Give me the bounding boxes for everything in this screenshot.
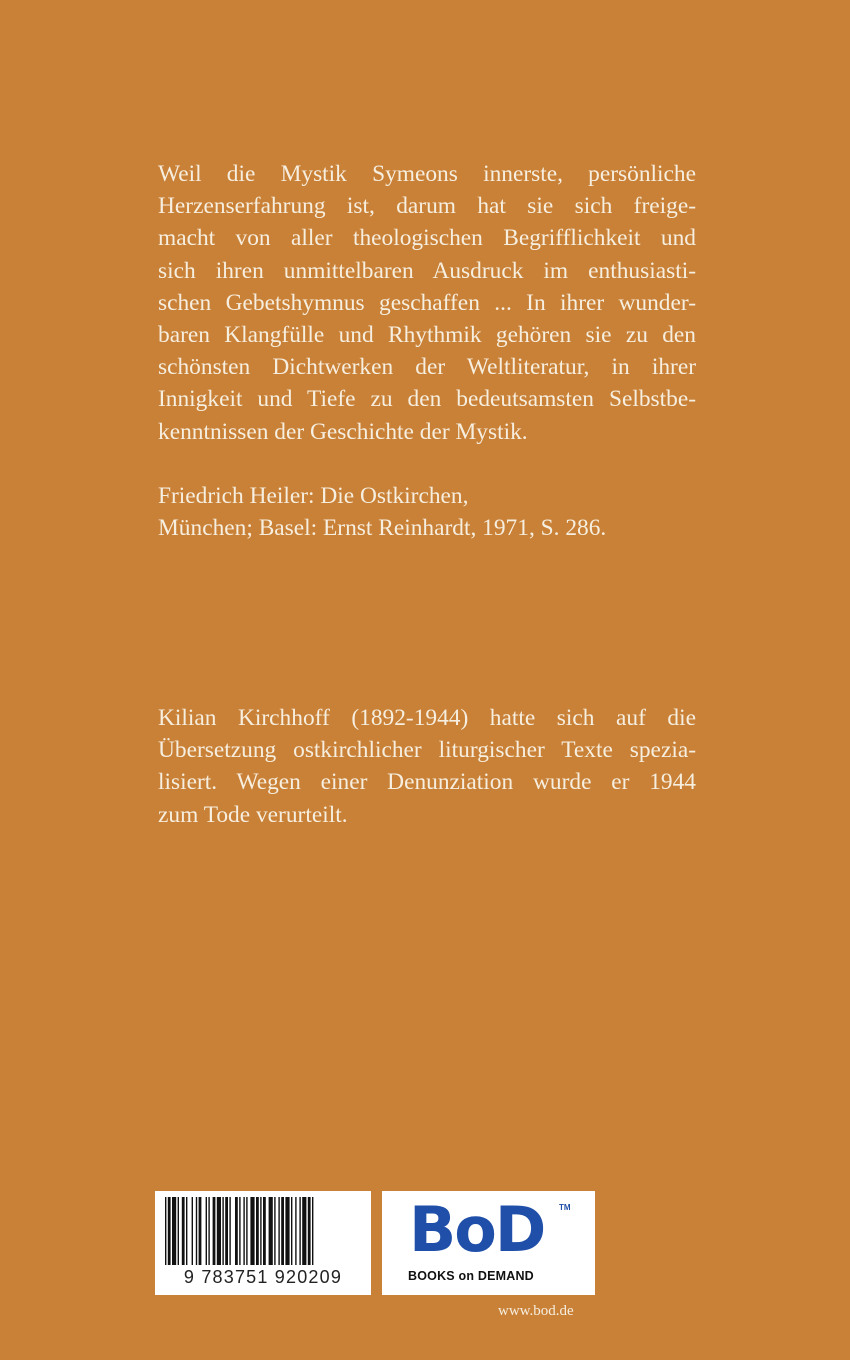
bio-line: lisiert. Wegen einer Denunziation wurde er 1944 (158, 769, 696, 796)
citation-line: Friedrich Heiler: Die Ostkirchen, (158, 483, 469, 509)
trademark-symbol: TM (559, 1203, 571, 1212)
isbn-digits: 9 783751 920209 (183, 1267, 343, 1287)
bod-logo-mark: BoD (409, 1193, 545, 1266)
author-bio (158, 702, 696, 831)
bio-line: Übersetzung ostkirchlicher liturgischer Texte spezia- (158, 737, 696, 764)
quote-line: schönsten Dichtwerken der Weltliteratur, in ihrer (158, 354, 696, 381)
bio-line: Kilian Kirchhoff (1892-1944) hatte sich auf die (158, 705, 696, 731)
citation-line: München; Basel: Ernst Reinhardt, 1971, S. 286. (158, 515, 607, 542)
bod-logo-tagline: BOOKS on DEMAND (408, 1269, 534, 1283)
quote-line: Innigkeit und Tiefe zu den bedeutsamsten Selbstbe- (158, 386, 696, 413)
isbn-barcode (155, 1191, 371, 1295)
quote-line: baren Klangfülle und Rhythmik gehören sie zu den (158, 322, 696, 349)
quote-line: sich ihren unmittelbaren Ausdruck im enthusiasti- (158, 257, 696, 284)
back-cover-quote (158, 158, 696, 448)
quote-line: macht von aller theologischen Begrifflichkeit und (158, 225, 696, 252)
quote-citation (158, 480, 696, 544)
quote-line: schen Gebetshymnus geschaffen ... In ihrer wunder- (158, 289, 696, 316)
quote-line: Weil die Mystik Symeons innerste, persönliche (158, 161, 696, 187)
barcode-bars (163, 1197, 363, 1267)
quote-line: Herzenserfahrung ist, darum hat sie sich freige- (158, 193, 696, 220)
bio-line: zum Tode verurteilt. (158, 801, 348, 828)
publisher-website: www.bod.de (498, 1303, 574, 1319)
quote-line: kenntnissen der Geschichte der Mystik. (158, 418, 528, 445)
publisher-logo (382, 1191, 595, 1295)
